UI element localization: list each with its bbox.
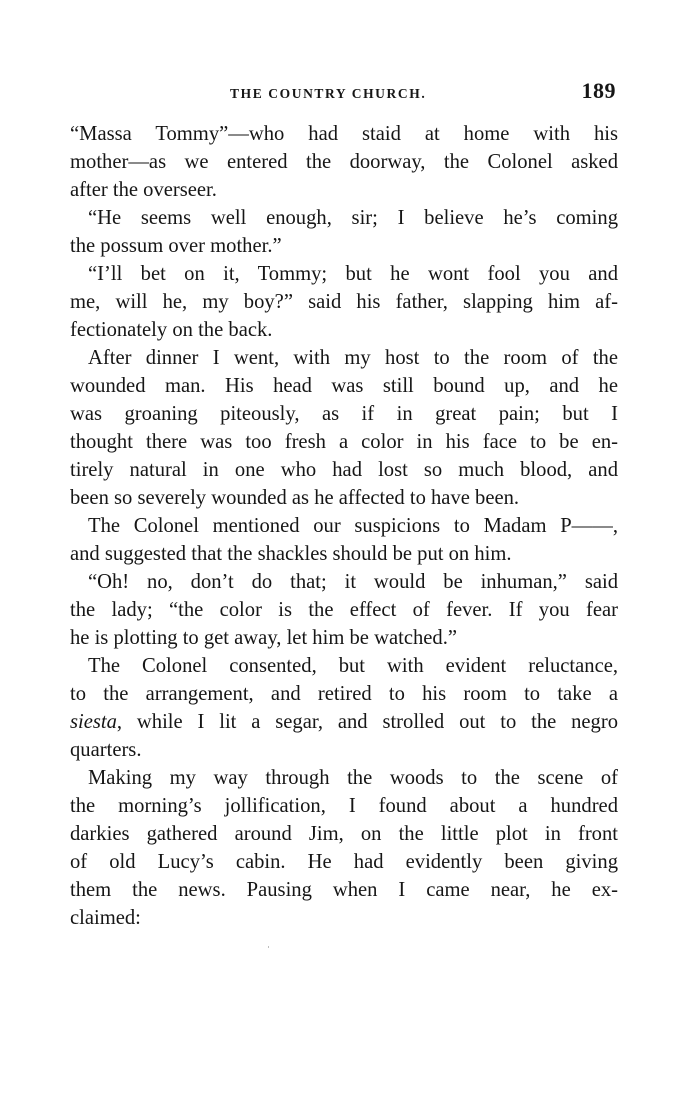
text-line: After dinner I went, with my host to the room of the: [88, 347, 618, 369]
text-line: siesta, while I lit a segar, and strolled out to the negro: [70, 711, 618, 733]
text-line: and suggested that the shackles should be put on him.: [70, 543, 512, 565]
text-line: darkies gathered around Jim, on the little plot in front: [70, 823, 618, 845]
text-line: tirely natural in one who had lost so much blood, and: [70, 459, 618, 481]
running-head: [70, 78, 618, 108]
page-number: 189: [581, 78, 616, 103]
running-title: THE COUNTRY CHURCH.: [230, 86, 427, 101]
text-line: “He seems well enough, sir; I believe he’s coming: [88, 207, 618, 229]
text-line: he is plotting to get away, let him be watched.”: [70, 627, 457, 649]
text-line: Making my way through the woods to the scene of: [88, 767, 618, 789]
text-line: them the news. Pausing when I came near, he ex-: [70, 879, 618, 901]
text-line: me, will he, my boy?” said his father, slapping him af-: [70, 291, 618, 313]
text-line: after the overseer.: [70, 179, 217, 201]
text-line: quarters.: [70, 739, 142, 761]
text-line: “Massa Tommy”—who had staid at home with his: [70, 123, 618, 145]
text-line: to the arrangement, and retired to his room to take a: [70, 683, 618, 705]
text-line: The Colonel consented, but with evident reluctance,: [88, 655, 618, 677]
text-line: The Colonel mentioned our suspicions to Madam P——,: [88, 515, 618, 537]
print-speck: [268, 946, 269, 948]
text-line: thought there was too fresh a color in his face to be en-: [70, 431, 618, 453]
text-line: mother—as we entered the doorway, the Colonel asked: [70, 151, 618, 173]
text-line: the morning’s jollification, I found about a hundred: [70, 795, 618, 817]
text-line: “I’ll bet on it, Tommy; but he wont fool you and: [88, 263, 618, 285]
text-line: claimed:: [70, 907, 141, 929]
text-line: the lady; “the color is the effect of fever. If you fear: [70, 599, 618, 621]
text-line: the possum over mother.”: [70, 235, 282, 257]
body-text: [70, 120, 618, 932]
text-line: been so severely wounded as he affected to have been.: [70, 487, 520, 509]
text-line: “Oh! no, don’t do that; it would be inhuman,” said: [88, 571, 618, 593]
text-line: fectionately on the back.: [70, 319, 273, 341]
text-line: wounded man. His head was still bound up, and he: [70, 375, 618, 397]
text-line: was groaning piteously, as if in great pain; but I: [70, 403, 618, 425]
text-line: of old Lucy’s cabin. He had evidently been giving: [70, 851, 618, 873]
